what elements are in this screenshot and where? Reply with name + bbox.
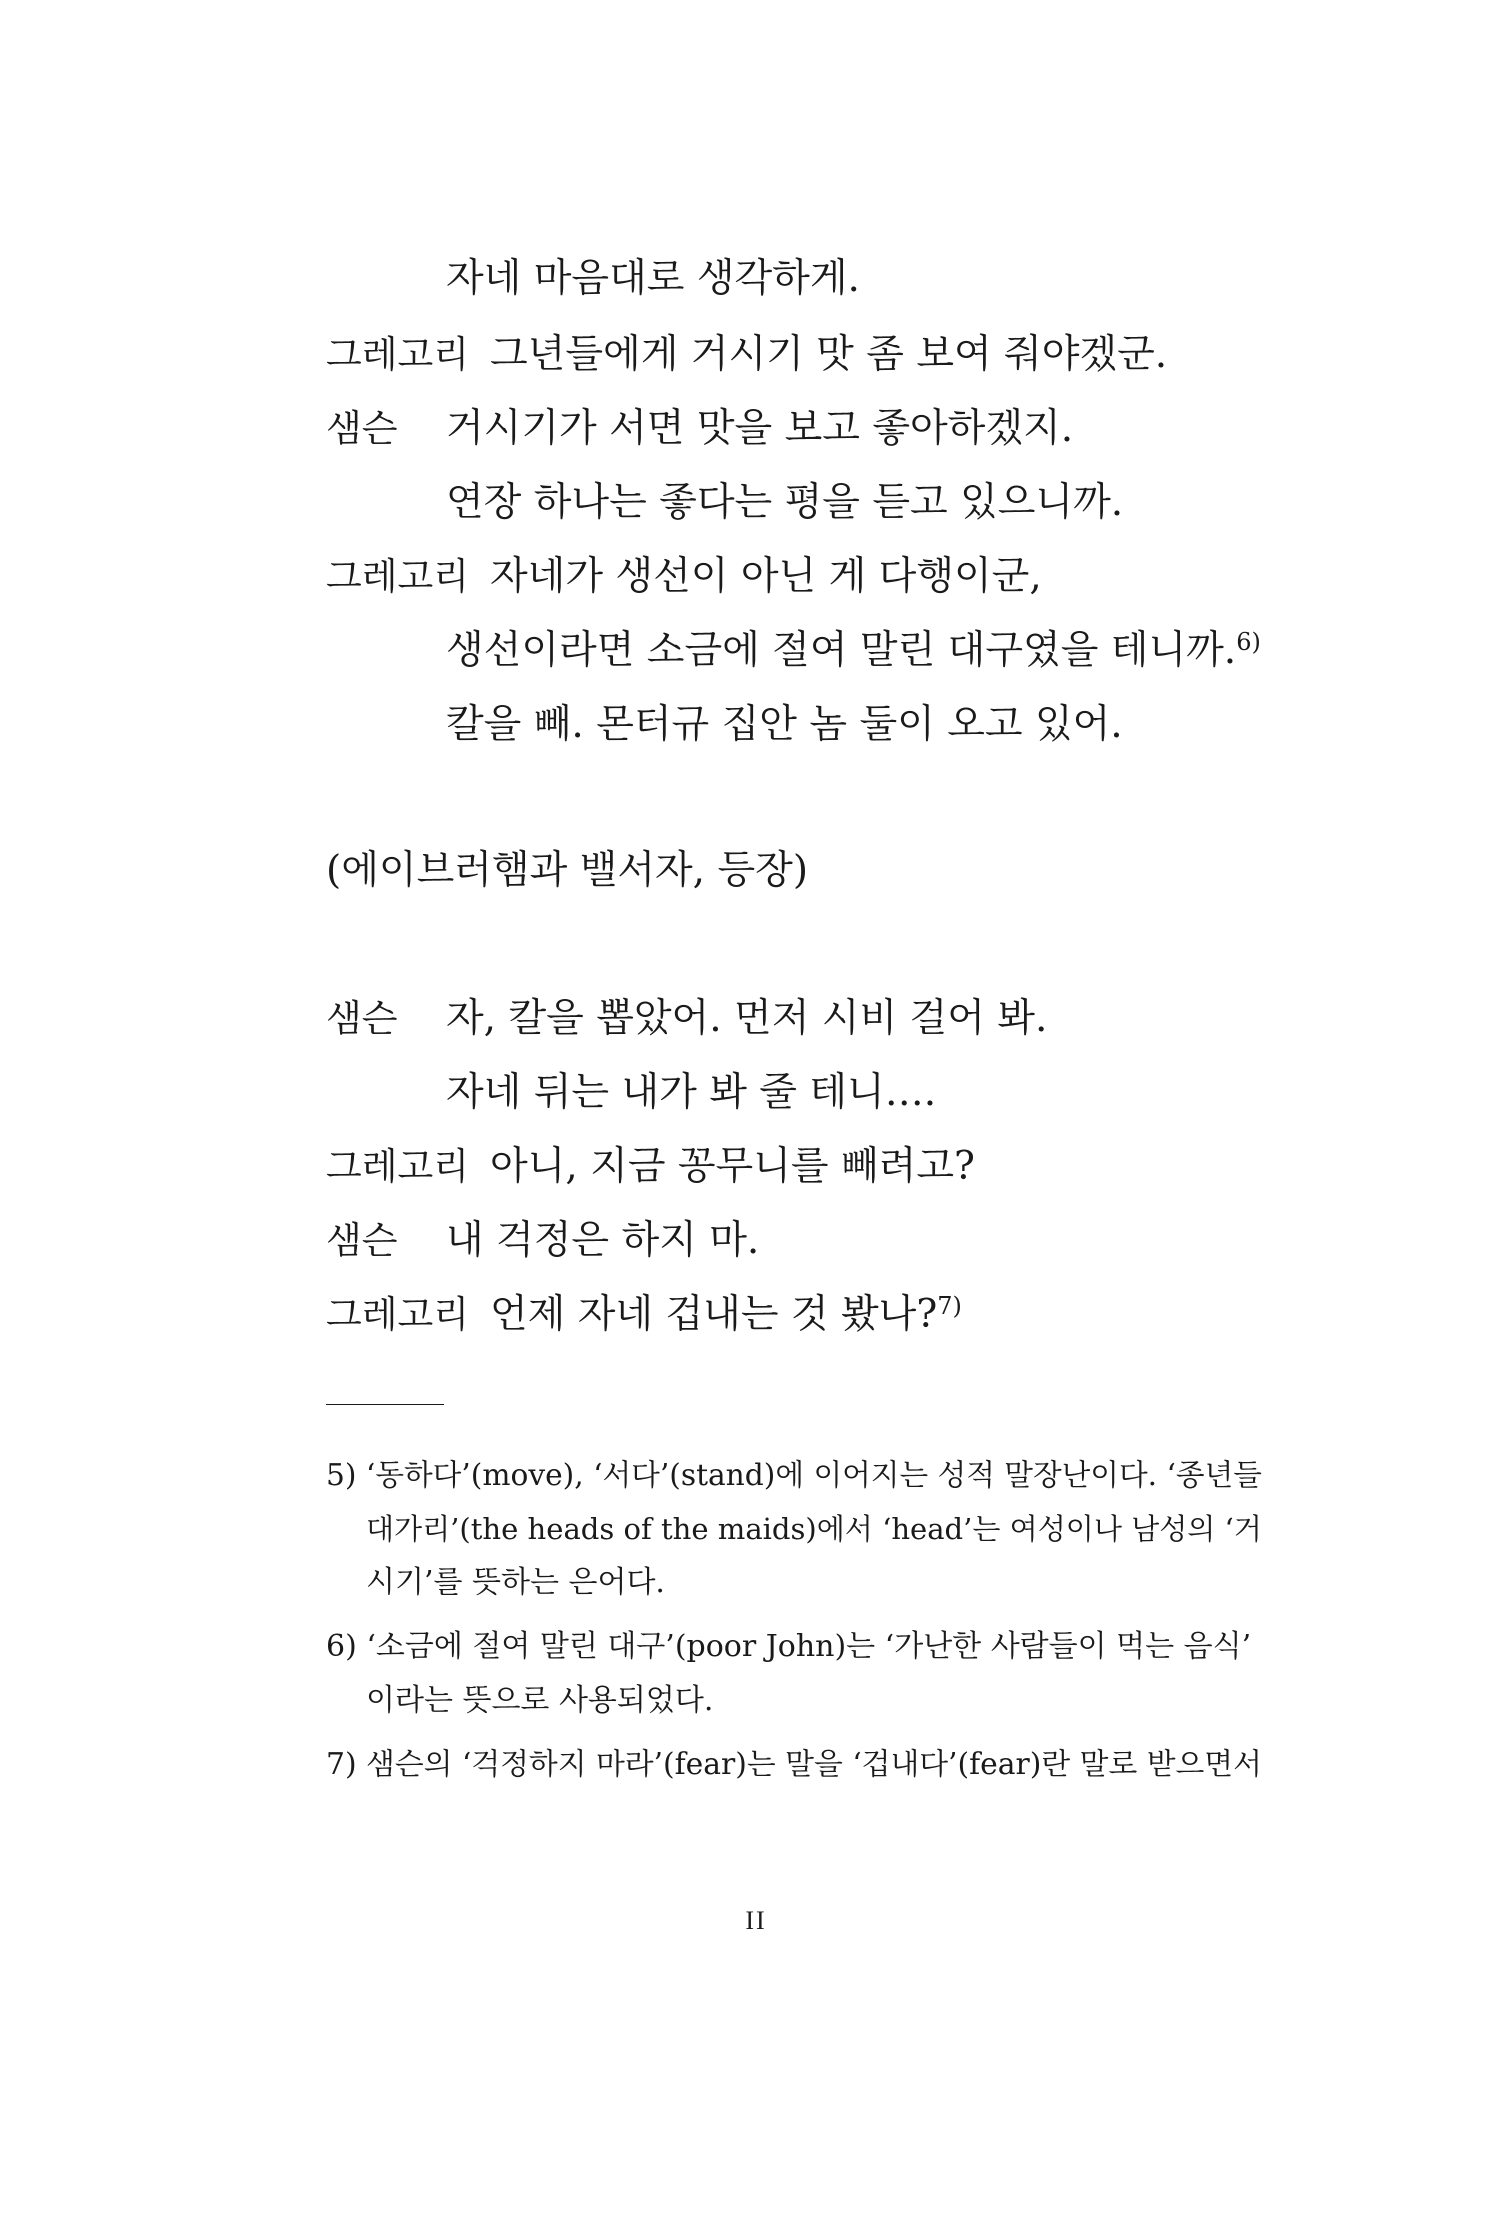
- footnote-5-line: 시기’를 뜻하는 은어다.: [366, 1565, 665, 1600]
- dialogue-line: 아니, 지금 꽁무니를 빼려고?: [490, 1144, 975, 1189]
- dialogue-line: 칼을 빼. 몬터규 집안 놈 둘이 오고 있어.: [446, 702, 1123, 747]
- footnote-divider: [326, 1404, 444, 1405]
- footnote-5-line: 대가리’(the heads of the maids)에서 ‘head’는 여성이나 남성의 ‘거: [366, 1512, 1262, 1546]
- speaker-name: 샘슨: [326, 407, 398, 450]
- footnote-7-line: 7) 샘슨의 ‘걱정하지 마라’(fear)는 말을 ‘겁내다’(fear)란 말로 받으면서: [326, 1747, 1262, 1782]
- footnote-ref: 6): [1236, 628, 1261, 656]
- dialogue-line: 자, 칼을 뽑았어. 먼저 시비 걸어 봐.: [446, 996, 1048, 1041]
- footnote-6-line: 이라는 뜻으로 사용되었다.: [366, 1683, 714, 1718]
- dialogue-line: 내 걱정은 하지 마.: [446, 1218, 760, 1263]
- dialogue-line: 거시기가 서면 맛을 보고 좋아하겠지.: [446, 406, 1074, 451]
- stage-direction: (에이브러햄과 밸서자, 등장): [326, 848, 809, 893]
- dialogue-line: 그년들에게 거시기 맛 좀 보여 줘야겠군.: [490, 332, 1168, 377]
- footnote-ref: 7): [937, 1292, 962, 1320]
- dialogue-line: [490, 1291, 962, 1339]
- speaker-name: 샘슨: [326, 997, 398, 1040]
- speaker-name: 그레고리: [326, 555, 469, 598]
- dialogue-line: 자네가 생선이 아닌 게 다행이군,: [490, 554, 1042, 599]
- speaker-name: 샘슨: [326, 1219, 398, 1262]
- dialogue-text: 언제 자네 겁내는 것 봤나?: [490, 1292, 938, 1337]
- footnote-6-line: 6) ‘소금에 절여 말린 대구’(poor John)는 ‘가난한 사람들이 먹는 음식’: [326, 1629, 1252, 1664]
- speaker-name: 그레고리: [326, 333, 469, 376]
- dialogue-line: 자네 마음대로 생각하게.: [446, 256, 860, 301]
- dialogue-line: 자네 뒤는 내가 봐 줄 테니….: [446, 1070, 937, 1115]
- speaker-name: 그레고리: [326, 1145, 469, 1188]
- footnote-5-line: 5) ‘동하다’(move), ‘서다’(stand)에 이어지는 성적 말장난이다. ‘종년들: [326, 1457, 1262, 1492]
- page-number: II: [745, 1906, 767, 1935]
- dialogue-line: [446, 627, 1261, 675]
- dialogue-line: 연장 하나는 좋다는 평을 듣고 있으니까.: [446, 480, 1124, 525]
- dialogue-text: 생선이라면 소금에 절여 말린 대구였을 테니까.: [446, 628, 1237, 673]
- speaker-name: 그레고리: [326, 1293, 469, 1336]
